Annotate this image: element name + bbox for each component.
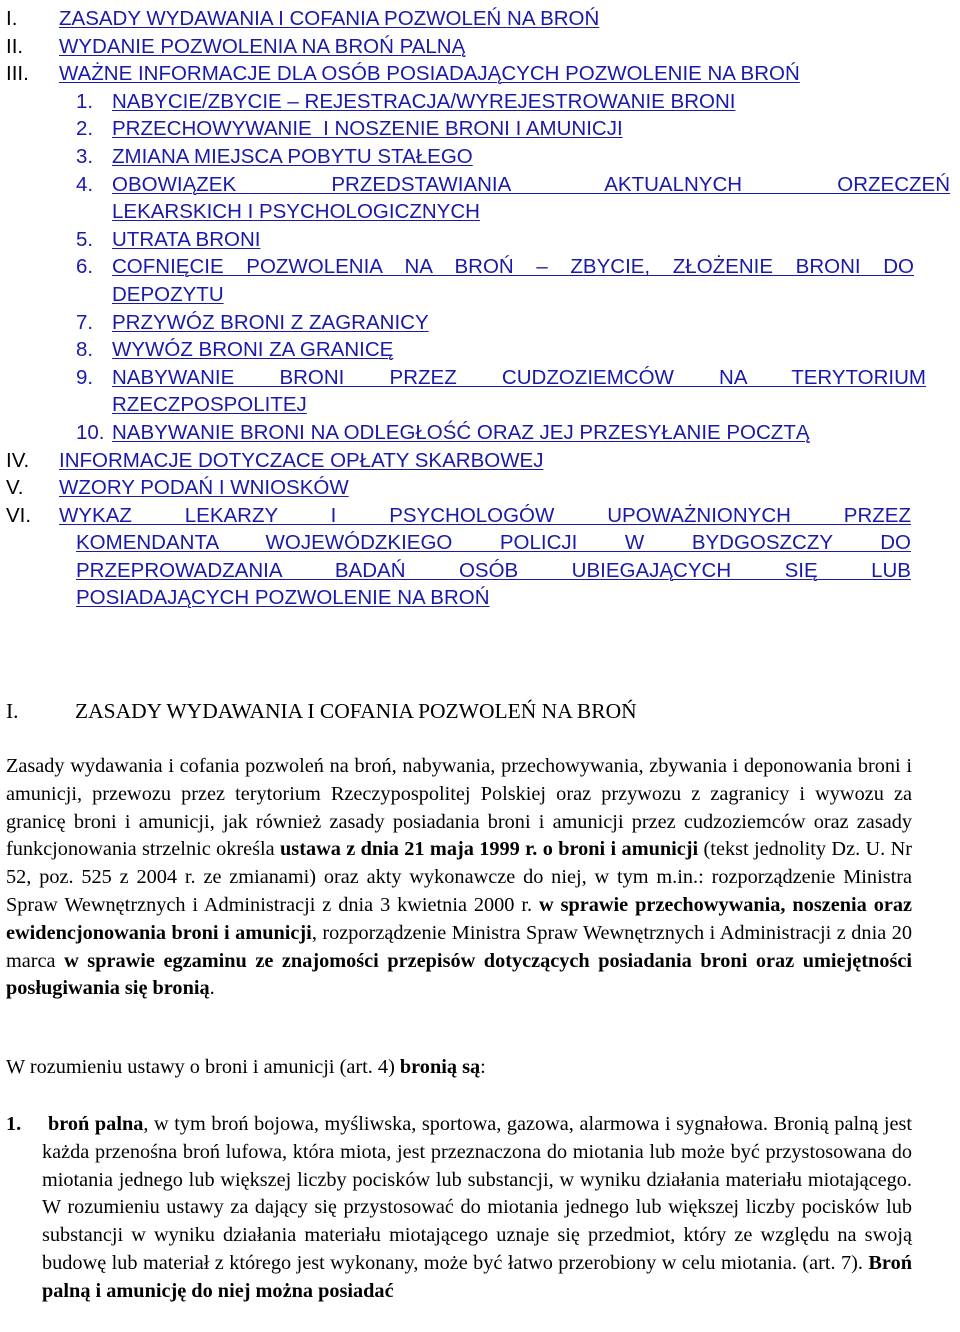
toc-subentry-1 [6, 88, 956, 116]
toc-link[interactable]: NABYWANIE BRONI PRZEZ CUDZOZIEMCÓW NA TERYTORIUM [112, 365, 926, 389]
toc-entry-6-cont-1 [6, 529, 956, 557]
toc-link[interactable]: NABYCIE/ZBYCIE – REJESTRACJA/WYREJESTROWANIE BRONI [112, 89, 736, 113]
toc-subentry-9-cont [6, 391, 956, 419]
toc-subentry-6-cont [6, 281, 956, 309]
bold-span: Broń palną i amunicję do niej można posiadać [42, 1251, 912, 1302]
section-title: ZASADY WYDAWANIA I COFANIA POZWOLEŃ NA BROŃ [75, 699, 637, 723]
toc-subentry-6 [6, 253, 956, 281]
toc-link[interactable]: PRZYWÓZ BRONI Z ZAGRANICY [112, 310, 429, 334]
toc-entry-6-cont-2 [6, 557, 956, 585]
toc-subnumber: 10. [76, 420, 105, 444]
table-of-contents [6, 5, 956, 612]
toc-subnumber: 3. [76, 144, 94, 168]
toc-link[interactable]: COFNIĘCIE POZWOLENIA NA BROŃ – ZBYCIE, ZŁOŻENIE BRONI DO [112, 255, 914, 279]
toc-link[interactable]: OBOWIĄZEK PRZEDSTAWIANIA AKTUALNYCH ORZECZEŃ [112, 172, 950, 196]
toc-number: III. [6, 62, 29, 86]
toc-subnumber: 5. [76, 227, 94, 251]
toc-link[interactable]: WAŻNE INFORMACJE DLA OSÓB POSIADAJĄCYCH POZWOLENIE NA BROŃ [59, 62, 800, 86]
toc-entry-5 [6, 474, 956, 502]
bold-span: bronią są [399, 1056, 481, 1078]
list-item-text [6, 1111, 912, 1306]
list-item-number: 1. [6, 1113, 22, 1135]
toc-link[interactable]: WYKAZ LEKARZY I PSYCHOLOGÓW UPOWAŻNIONYCH PRZEZ [59, 503, 911, 527]
toc-subnumber: 2. [76, 117, 94, 141]
toc-link[interactable]: INFORMACJE DOTYCZACE OPŁATY SKARBOWEJ [59, 448, 544, 472]
section-one [6, 695, 912, 727]
text-span: , rozporządzenie Ministra Spraw Wewnętrznych i Administracji z dnia 20 marca [6, 921, 913, 972]
toc-entry-1 [6, 5, 956, 33]
toc-subnumber: 4. [76, 172, 94, 196]
toc-subentry-10 [6, 419, 956, 447]
toc-link-continuation[interactable]: KOMENDANTA WOJEWÓDZKIEGO POLICJI W BYDGOSZCZY DO [76, 531, 911, 555]
paragraph-definition [6, 1054, 912, 1082]
bold-span: ustawa z dnia 21 maja 1999 r. o broni i amunicji [280, 838, 699, 861]
toc-subentry-8 [6, 336, 956, 364]
toc-subnumber: 1. [76, 89, 94, 113]
toc-link[interactable]: PRZECHOWYWANIE I NOSZENIE BRONI I AMUNICJI [112, 117, 623, 141]
toc-subentry-7 [6, 309, 956, 337]
toc-link[interactable]: WYDANIE POZWOLENIA NA BROŃ PALNĄ [59, 34, 466, 58]
text-span: (tekst jednolity Dz. U. Nr 52, poz. 525 z 2004 r. ze zmianami) oraz akty wykonawcze do niej, w tym m.in.: rozporządzenie Ministra Spraw Wewnętrznych i Administracji z dnia 3 kwietnia 2000 r. [6, 838, 912, 916]
toc-number: II. [6, 34, 24, 58]
toc-entry-6-cont-3 [6, 584, 956, 612]
paragraph-intro [6, 753, 912, 1003]
toc-number: IV. [6, 448, 30, 472]
toc-link-continuation[interactable]: RZECZPOSPOLITEJ [112, 393, 307, 417]
list-item [6, 1111, 912, 1306]
toc-subnumber: 8. [76, 338, 94, 362]
section-number: I. [6, 699, 19, 723]
text-span: , w tym broń bojowa, myśliwska, sportowa, gazowa, alarmowa i sygnałowa. Bronią palną jest każda przenośna broń lufowa, która miota, jest przeznaczona do miotania lub może być przystosowana do miotania jednego lub większej liczby pocisków lub substancji, w wyniku działania materiału miotającego. W rozumieniu ustawy za dający się przystosować do miotania jednego lub większej liczby pocisków lub substancji w wyniku działania materiału miotającego uznaje się przedmiot, który ze względu na swoją budowę lub materiał z którego jest wykonany, może być łatwo przerobiony w celu miotania. (art. 7). [42, 1113, 912, 1274]
toc-link[interactable]: UTRATA BRONI [112, 227, 261, 251]
toc-number: I. [6, 7, 18, 30]
toc-entry-3 [6, 60, 956, 88]
toc-subnumber: 9. [76, 365, 94, 389]
toc-entry-4 [6, 447, 956, 475]
toc-link[interactable]: NABYWANIE BRONI NA ODLEGŁOŚĆ ORAZ JEJ PRZESYŁANIE POCZTĄ [112, 420, 810, 444]
toc-entry-2 [6, 33, 956, 61]
toc-number: V. [6, 476, 24, 500]
toc-entry-6 [6, 502, 956, 530]
toc-subentry-4 [6, 171, 956, 199]
bold-span: w sprawie egzaminu ze znajomości przepisów dotyczących posiadania broni oraz umiejętności posługiwania się bronią [6, 949, 912, 1000]
toc-subentry-9 [6, 364, 956, 392]
toc-subnumber: 7. [76, 310, 94, 334]
bold-span: broń palna [48, 1113, 144, 1135]
toc-link[interactable]: WYWÓZ BRONI ZA GRANICĘ [112, 338, 394, 362]
text-span: W rozumieniu ustawy o broni i amunicji (art. 4) [6, 1056, 400, 1078]
toc-link-continuation[interactable]: DEPOZYTU [112, 282, 224, 306]
text-span: . [209, 977, 215, 1000]
toc-number: VI. [6, 503, 32, 527]
bold-span: w sprawie przechowywania, noszenia oraz ewidencjonowania broni i amunicji [6, 893, 912, 944]
toc-subentry-4-cont [6, 198, 956, 226]
text-span: : [480, 1056, 486, 1078]
toc-link[interactable]: WZORY PODAŃ I WNIOSKÓW [59, 476, 349, 500]
toc-link-continuation[interactable]: PRZEPROWADZANIA BADAŃ OSÓB UBIEGAJĄCYCH SIĘ LUB [76, 558, 911, 582]
section-heading [6, 695, 912, 727]
toc-subentry-2 [6, 115, 956, 143]
toc-subentry-3 [6, 143, 956, 171]
toc-link-continuation[interactable]: LEKARSKICH I PSYCHOLOGICZNYCH [112, 200, 480, 224]
toc-link[interactable]: ZMIANA MIEJSCA POBYTU STAŁEGO [112, 144, 473, 168]
toc-subnumber: 6. [76, 255, 94, 279]
toc-link-continuation[interactable]: POSIADAJĄCYCH POZWOLENIE NA BROŃ [76, 586, 490, 610]
text-span: Zasady wydawania i cofania pozwoleń na broń, nabywania, przechowywania, zbywania i deponowania broni i amunicji, przewozu przez terytorium Rzeczypospolitej Polskiej oraz przywozu z zagranicy i wywozu za granicę broni i amunicji, jak również zasady posiadania broni i amunicji przez cudzoziemców oraz zasady funkcjonowania strzelnic określa [6, 755, 912, 861]
toc-link[interactable]: ZASADY WYDAWANIA I COFANIA POZWOLEŃ NA BROŃ [59, 7, 600, 30]
toc-subentry-5 [6, 226, 956, 254]
